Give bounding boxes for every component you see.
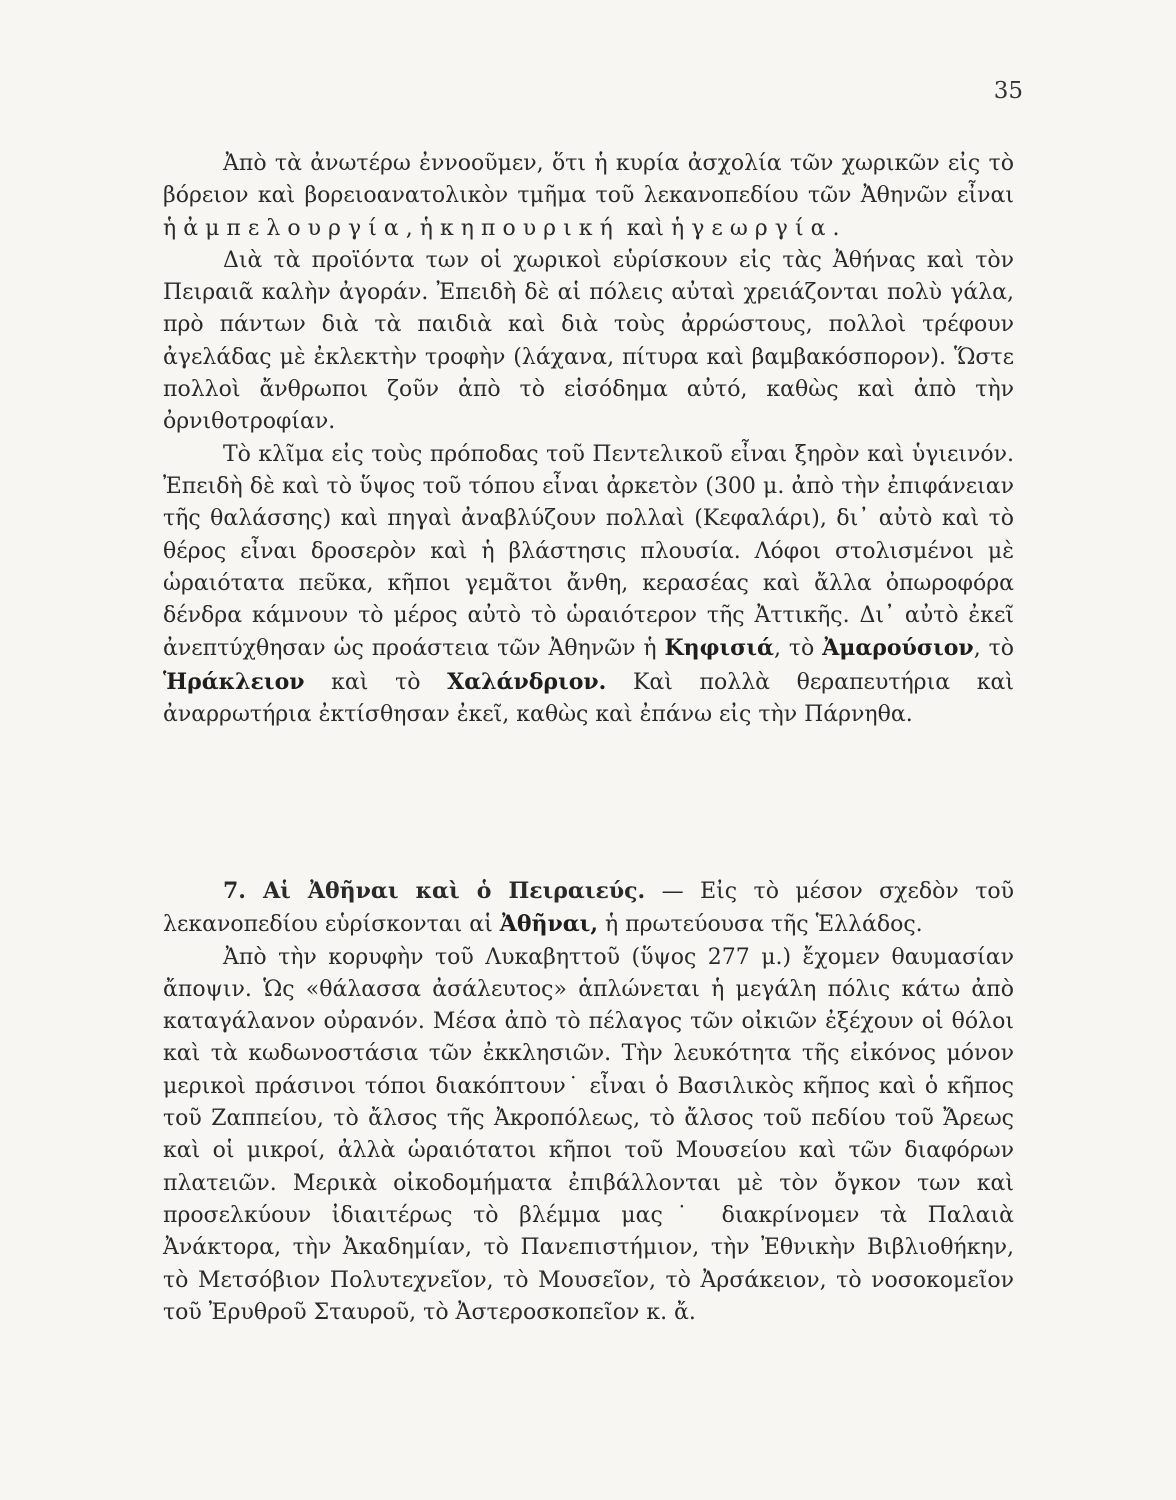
paragraph-lycabettus-view: Ἀπὸ τὴν κορυφὴν τοῦ Λυκαβηττοῦ (ὕψος 277 μ.) ἔχομεν θαυμασίαν ἄποψιν. Ὡς «θάλασσα ἀσάλευτος» ἁπλώνεται ἡ μεγάλη πόλις κάτω ἀπὸ καταγάλανον οὐρανόν. Μέσα ἀπὸ τὸ πέλαγος τῶν οἰκιῶν ἐξέχουν οἱ θόλοι καὶ τὰ κωδωνοστάσια τῶν ἐκκλησιῶν. Τὴν λευκότητα τῆς εἰκόνος μόνον μερικοὶ πράσινοι τόποι διακόπτουν˙ εἶναι ὁ Βασιλικὸς κῆπος καὶ ὁ κῆπος τοῦ Ζαππείου, τὸ ἄλσος τῆς Ἀκροπόλεως, τὸ ἄλσος τοῦ πεδίου τοῦ Ἄρεως καὶ οἱ μικροί, ἀλλὰ ὡραιότατοι κῆποι τοῦ Μουσείου καὶ τῶν διαφόρων πλατειῶν. Μερικὰ οἰκοδομήματα ἐπιβάλλονται μὲ τὸν ὄγκον των καὶ προσελκύουν ἰδιαιτέρως τὸ βλέμμα μας˙ διακρίνομεν τὰ Παλαιὰ Ἀνάκτορα, τὴν Ἀκαδημίαν, τὸ Πανεπιστήμιον, τὴν Ἐθνικὴν Βιβλιοθήκην, τὸ Μετσόβιον Πολυτεχνεῖον, τὸ Μουσεῖον, τὸ Ἀρσάκειον, τὸ νοσοκομεῖον τοῦ Ἐρυθροῦ Σταυροῦ, τὸ Ἀστεροσκοπεῖον κ. ἄ. bbox=[163, 944, 1014, 1325]
page-number: 35 bbox=[993, 78, 1023, 104]
place-irakleion: Ἡράκλειον bbox=[163, 668, 305, 695]
text-run: Τὸ κλῖμα εἰς τοὺς πρόποδας τοῦ Πεντελικοῦ εἶναι ξηρὸν καὶ ὑγιεινόν. Ἐπειδὴ δὲ καὶ τὸ ὕψος τοῦ τόπου εἶναι ἀρκετὸν (300 μ. ἀπὸ τὴν ἐπιφάνειαν τῆς θαλάσσης) καὶ πηγαὶ ἀναβλύζουν πολλαὶ (Κεφαλάρι), δι᾽ αὐτὸ καὶ τὸ θέρος εἶναι δροσερὸν καὶ ἡ βλάστησις πλουσία. Λόφοι στολισμένοι μὲ ὡραιότατα πεῦκα, κῆποι γεμᾶτοι ἄνθη, κερασέας καὶ ἄλλα ὀπωροφόρα δένδρα κάμνουν τὸ μέρος αὐτὸ τὸ ὡραιότερον τῆς Ἀττικῆς. Δι᾽ αὐτὸ ἐκεῖ ἀνεπτύχθησαν ὡς προάστεια τῶν Ἀθηνῶν ἡ bbox=[163, 441, 1014, 662]
text-run: Ἀπὸ τὰ ἀνωτέρω ἐννοοῦμεν, ὅτι ἡ κυρία ἀσχολία τῶν χωρικῶν εἰς τὸ βόρειον καὶ βορειοανατολικὸν τμῆμα τοῦ λεκανοπεδίου τῶν Ἀθηνῶν εἶναι ἡ bbox=[163, 151, 1014, 241]
place-amarousion: Ἀμαρούσιον bbox=[822, 635, 974, 662]
text-run: Καὶ πολλὰ θεραπευτήρια καὶ ἀναρρωτήρια ἐκτίσθησαν ἐκεῖ, καθὼς καὶ ἐπάνω εἰς τὴν Πάρνηθα. bbox=[163, 669, 1014, 728]
paragraph-markets: Διὰ τὰ προϊόντα των οἱ χωρικοὶ εὑρίσκουν εἰς τὰς Ἀθήνας καὶ τὸν Πειραιᾶ καλὴν ἀγοράν. Ἐπειδὴ δὲ αἱ πόλεις αὐταὶ χρειάζονται πολὺ γάλα, πρὸ πάντων διὰ τὰ παιδιὰ καὶ διὰ τοὺς ἀρρώστους, πολλοὶ τρέφουν ἀγελάδας μὲ ἐκλεκτὴν τροφὴν (λάχανα, πίτυρα καὶ βαμβακόσπορον). Ὥστε πολλοὶ ἄνθρωποι ζοῦν ἀπὸ τὸ εἰσόδημα αὐτό, καθὼς καὶ ἀπὸ τὴν ὀρνιθοτροφίαν. bbox=[163, 247, 1014, 435]
text-run: καὶ ἡ bbox=[619, 215, 692, 241]
text-run: , ἡ bbox=[405, 215, 440, 241]
paragraph-climate bbox=[163, 439, 1014, 732]
paragraph-athens-intro bbox=[163, 875, 1014, 942]
text-run: . bbox=[832, 215, 840, 241]
paragraph-occupations bbox=[163, 148, 1014, 245]
spaced-term-horticulture: κηπουρική bbox=[439, 215, 620, 241]
text-run: καὶ τὸ bbox=[304, 669, 448, 695]
place-chalandrion: Χαλάνδριον. bbox=[447, 668, 607, 695]
spaced-term-viticulture: ἀμπελουργία bbox=[183, 215, 406, 241]
text-run: , τὸ bbox=[773, 636, 823, 662]
section-heading: 7. Αἱ Ἀθῆναι καὶ ὁ Πειραιεύς. bbox=[223, 878, 646, 904]
spaced-term-agriculture: γεωργία bbox=[691, 215, 833, 241]
text-run: ἡ πρωτεύουσα τῆς Ἑλλάδος. bbox=[598, 912, 923, 938]
place-athens: Ἀθῆναι, bbox=[499, 911, 598, 938]
section-athens-piraeus bbox=[163, 875, 1014, 1329]
text-run: — Εἰς τὸ μέσον σχεδὸν τοῦ λεκανοπεδίου εὑρίσκονται αἱ bbox=[163, 879, 1014, 938]
place-kifisia: Κηφισιά bbox=[664, 635, 774, 662]
text-run: , τὸ bbox=[973, 636, 1014, 662]
section-agriculture bbox=[163, 148, 1014, 731]
